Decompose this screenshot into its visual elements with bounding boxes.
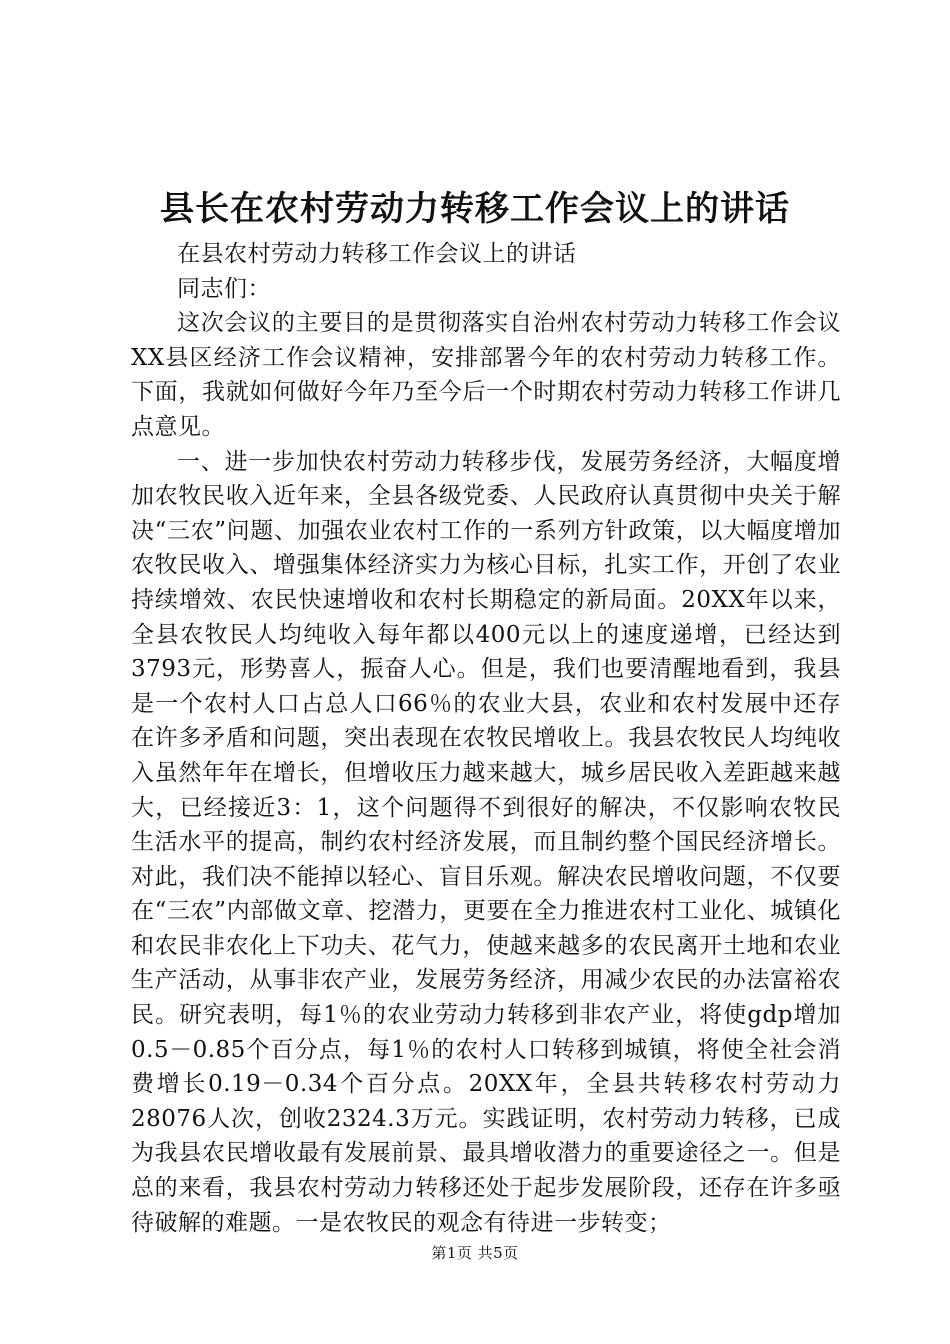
salutation: 同志们： — [177, 275, 271, 302]
document-title: 县长在农村劳动力转移工作会议上的讲话 — [160, 189, 790, 229]
speech-heading: 在县农村劳动力转移工作会议上的讲话 — [177, 241, 577, 267]
page-number: 第1页 共5页 — [431, 1244, 519, 1262]
body-paragraph: 一、进一步加快农村劳动力转移步伐，发展劳务经济，大幅度增加农牧民收入近年来，全县各级党委、人民政府认真贯彻中央关于解决“三农”问题、加强农业农村工作的一系列方针政策，以大幅度增加农牧民收入、增强集体经济实力为核心目标，扎实工作，开创了农业持续增效、农民快速增收和农村长期稳定的新局面。20XX年以来，全县农牧民人均纯收入每年都以400元以上的速度递增，已经达到3793元，形势喜人，振奋人心。但是，我们也要清醒地看到，我县是一个农村人口占总人口66％的农业大县，农业和农村发展中还存在许多矛盾和问题，突出表现在农牧民增收上。我县农牧民人均纯收入虽然年年在增长，但增收压力越来越大，城乡居民收入差距越来越大，已经接近3：1，这个问题得不到很好的解决，不仅影响农牧民生活水平的提高，制约农村经济发展，而且制约整个国民经济增长。对此，我们决不能掉以轻心、盲目乐观。解决农民增收问题，不仅要在“三农”内部做文章、挖潜力，更要在全力推进农村工业化、城镇化和农民非农化上下功夫、花气力，使越来越多的农民离开土地和农业生产活动，从事非农产业，发展劳务经济，用减少农民的办法富裕农民。研究表明，每1％的农业劳动力转移到非农产业，将使gdp增加0.5－0.85个百分点，每1％的农村人口转移到城镇，将使全社会消费增长0.19－0.34个百分点。20XX年，全县共转移农村劳动力28076人次，创收2324.3万元。实践证明，农村劳动力转移，已成为我县农民增收最有发展前景、最具增收潜力的重要途径之一。但是总的来看，我县农村劳动力转移还处于起步发展阶段，还存在许多亟待破解的难题。一是农牧民的观念有待进一步转变； — [131, 448, 841, 1236]
body-paragraph: 这次会议的主要目的是贯彻落实自治州农村劳动力转移工作会议XX县区经济工作会议精神，安排部署今年的农村劳动力转移工作。下面，我就如何做好今年乃至今后一个时期农村劳动力转移工作讲几点意见。 — [131, 310, 841, 440]
document-body — [131, 237, 841, 1240]
